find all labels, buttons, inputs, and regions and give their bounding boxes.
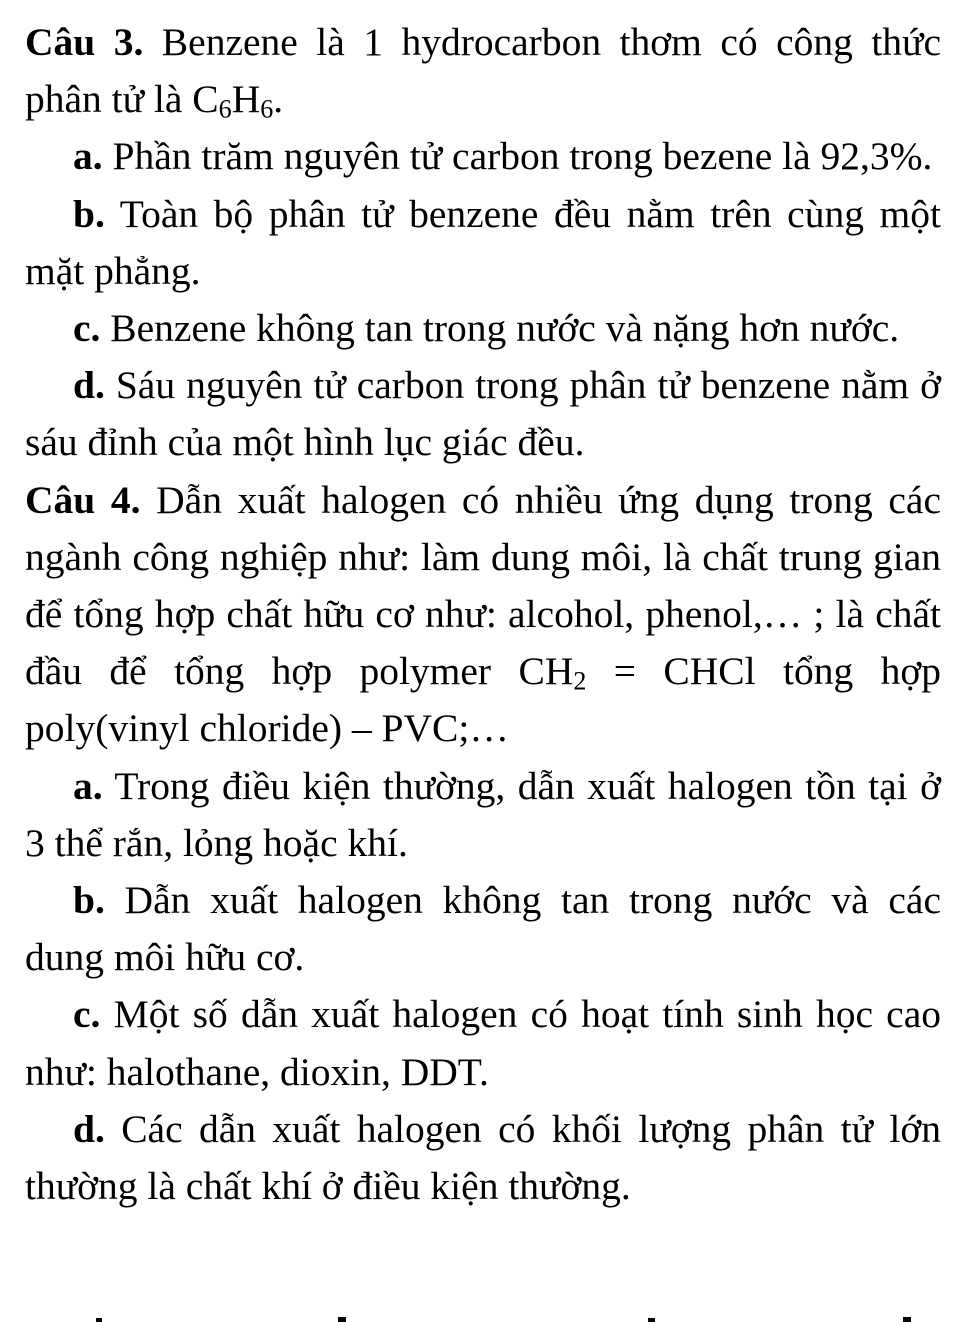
option-label: b. [73, 191, 105, 236]
question-3-stem [25, 14, 941, 128]
option-text: Trong điều kiện thường, dẫn xuất halogen tồn tại ở 3 thể rắn, lỏng hoặc khí. [25, 763, 941, 865]
question-4-text-after: = CHCl tổng hợp poly(vinyl chloride) – PVC;… [25, 649, 941, 751]
document-page [25, 14, 941, 1215]
question-3-text-mid: H [231, 77, 261, 122]
question-4-option-b [25, 872, 941, 986]
option-label: c. [73, 306, 101, 351]
question-4-subscript: 2 [573, 666, 587, 696]
option-text: Benzene không tan trong nước và nặng hơn nước. [100, 306, 900, 351]
question-3-option-b [25, 186, 941, 300]
question-3-option-a [25, 128, 941, 185]
glyph-fragment [648, 1318, 655, 1322]
question-4-text-before: Dẫn xuất halogen có nhiều ứng dụng trong các ngành công nghiệp như: làm dung môi, là chất trung gian để tổng hợp chất hữu cơ như: alcohol, phenol,… ; là chất đầu để tổng hợp polymer CH [25, 477, 941, 694]
question-4-label: Câu 4. [25, 477, 141, 522]
question-4-option-a [25, 758, 941, 872]
option-label: b. [73, 878, 105, 923]
question-3-option-c [25, 300, 941, 357]
glyph-fragment [903, 1317, 911, 1322]
option-text: Dẫn xuất halogen không tan trong nước và các dung môi hữu cơ. [25, 878, 941, 980]
option-label: d. [73, 1106, 105, 1151]
option-text: Một số dẫn xuất halogen có hoạt tính sinh học cao như: halothane, dioxin, DDT. [25, 992, 941, 1094]
option-text: Sáu nguyên tử carbon trong phân tử benzene nằm ở sáu đỉnh của một hình lục giác đều. [25, 363, 941, 465]
glyph-fragment [96, 1318, 102, 1322]
cutoff-next-line-fragments [0, 1312, 961, 1322]
option-label: a. [73, 763, 103, 808]
option-text: Toàn bộ phân tử benzene đều nằm trên cùng một mặt phẳng. [25, 191, 941, 293]
question-3-option-d [25, 357, 941, 471]
option-text: Phần trăm nguyên tử carbon trong bezene là 92,3%. [102, 134, 933, 179]
glyph-fragment [338, 1317, 346, 1322]
option-label: a. [73, 134, 103, 179]
question-3-text-before: Benzene là 1 hydrocarbon thơm có công thức phân tử là C [25, 20, 941, 122]
question-3-subscript-hydrogen: 6 [260, 94, 274, 124]
question-3-text-after: . [273, 77, 284, 122]
question-4-stem [25, 472, 941, 758]
question-3-subscript-carbon: 6 [218, 94, 232, 124]
option-text: Các dẫn xuất halogen có khối lượng phân tử lớn thường là chất khí ở điều kiện thường. [25, 1106, 941, 1209]
question-4-option-d [25, 1101, 941, 1215]
option-label: d. [73, 363, 105, 408]
question-4-option-c [25, 986, 941, 1100]
option-label: c. [73, 992, 101, 1037]
question-3-label: Câu 3. [25, 20, 144, 64]
